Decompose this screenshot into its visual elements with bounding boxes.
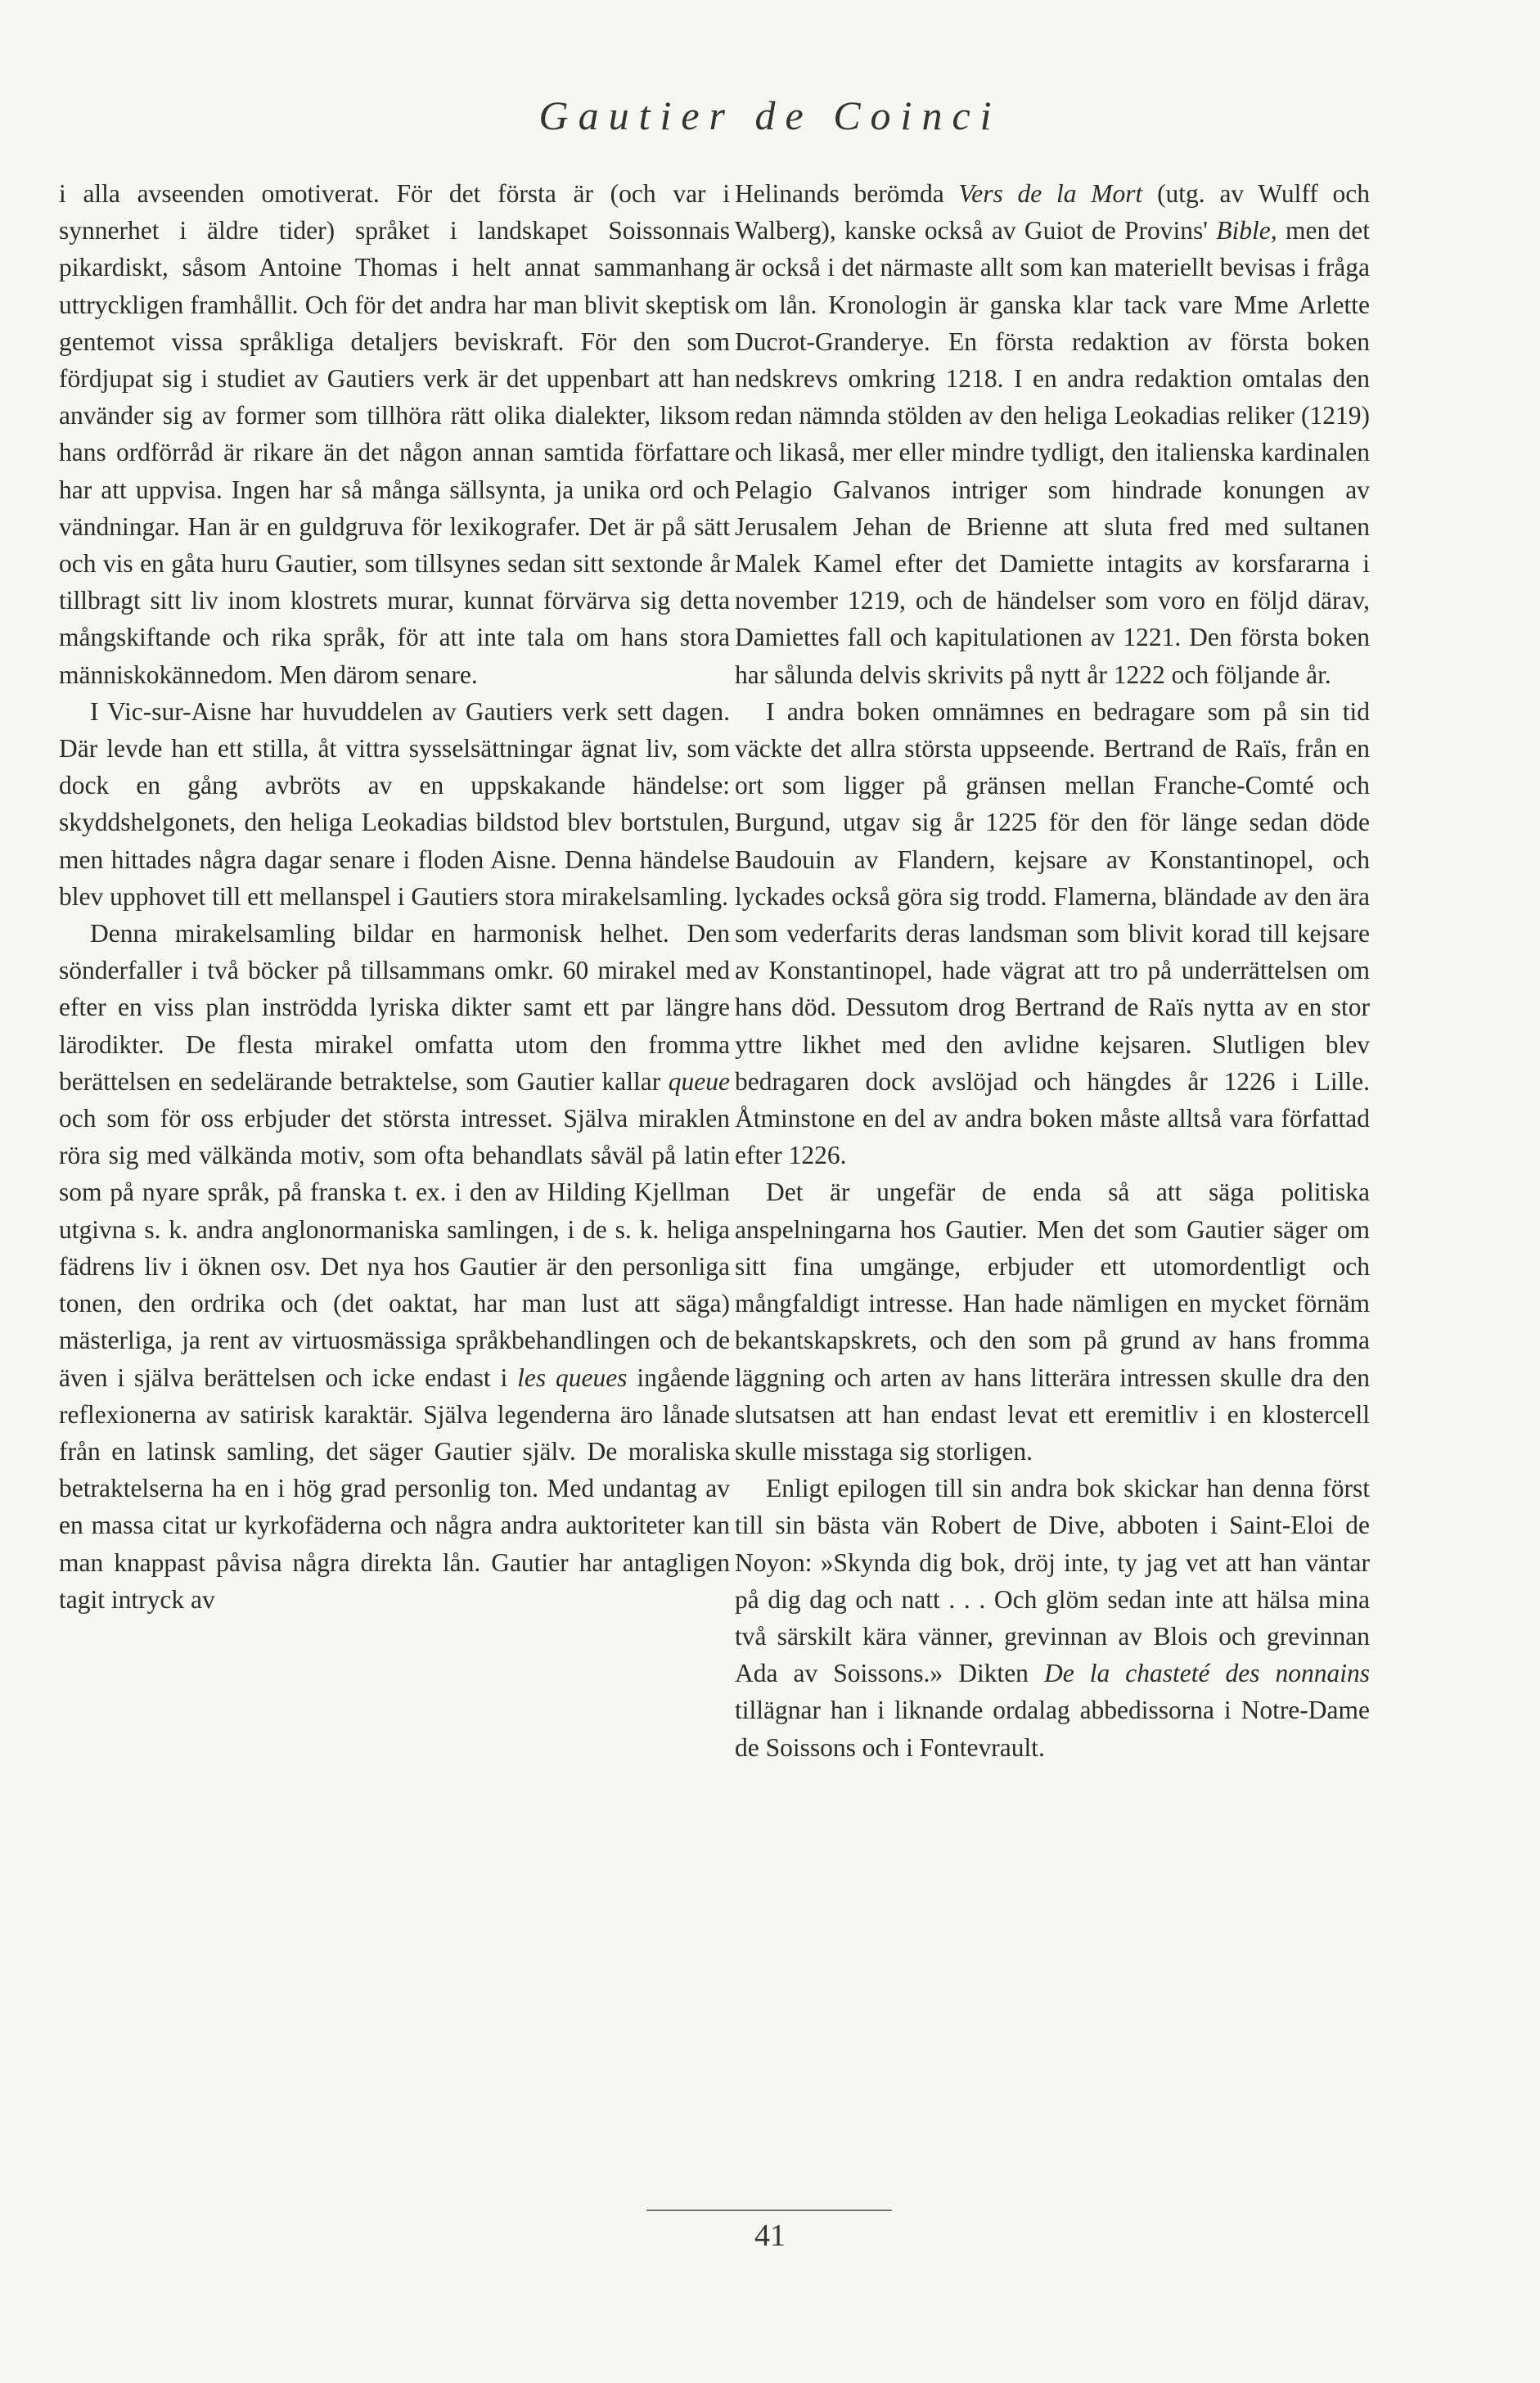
- running-title: Gautier de Coinci: [538, 92, 1002, 138]
- paragraph: [735, 1470, 1370, 1766]
- text-run: och som för oss erbjuder det största intresset. Själva miraklen röra sig med välkända motiv, som ofta behandlats såväl på latin som på nyare språk, på franska t. ex. i den av Hilding Kjellman utgivna s. k. andra anglonormaniska samlingen, i de s. k. heliga fädrens liv i öknen osv. Det nya hos Gautier är den personliga tonen, den ordrika och (det oaktat, har man lust att säga) mästerliga, ja rent av virtuosmässiga språkbehandlingen och de även i själva berättelsen och icke endast i: [59, 1104, 730, 1392]
- page-number: 41: [754, 2219, 786, 2253]
- paragraph: Det är ungefär de enda så att säga politiska anspelningarna hos Gautier. Men det som Gautier säger om sitt fina umgänge, erbjuder ett utomordentligt och mångfaldigt intresse. Han hade nämligen en mycket förnäm bekantskapskrets, och den som på grund av hans fromma läggning och arten av hans litterära intressen skulle dra den slutsatsen att han endast levat ett eremitliv i en klostercell skulle misstaga sig storligen.: [735, 1178, 1370, 1466]
- paragraph: [735, 175, 1370, 693]
- paragraph: I andra boken omnämnes en bedragare som på sin tid väckte det allra största uppseende. Bertrand de Raïs, från en ort som ligger på gränsen mellan Franche-Comté och Burgund, utgav sig år 1225 för den för länge sedan döde Baudouin av Flandern, kejsare av Konstantinopel, och lyckades också göra sig trodd. Flamerna, bländade av den ära som vederfarits deras landsman som blivit korad till kejsare av Konstantinopel, hade vägrat att tro på underrättelsen om hans död. Dessutom drog Bertrand de Raïs nytta av en stor yttre likhet med den avlidne kejsaren. Slutligen blev bedragaren dock avslöjad och hängdes år 1226 i Lille. Åtminstone en del av andra boken måste alltså vara författad efter 1226.: [735, 696, 1370, 1170]
- paragraph: i alla avseenden omotiverat. För det första är (och var i synnerhet i äldre tider) språket i landskapet Soissonnais pikardiskt, såsom Antoine Thomas i helt annat sammanhang uttryckligen framhållit. Och för det andra har man blivit skeptisk gentemot vissa språkliga detaljers beviskraft. För den som fördjupat sig i studiet av Gautiers verk är det uppenbart att han använder sig av former som tillhöra rätt olika dialekter, liksom hans ordförråd är rikare än det någon annan samtida författare har att uppvisa. Ingen har så många sällsynta, ja unika ord och vändningar. Han är en guldgruva för lexikografer. Det är på sätt och vis en gåta huru Gautier, som tillsynes sedan sitt sextonde år tillbragt sitt liv inom klostrets murar, kunnat förvärva sig detta mångskiftande och rika språk, för att inte tala om hans stora människokännedom. Men därom senare.: [59, 179, 730, 689]
- text-run: Helinands berömda: [735, 179, 944, 208]
- text-run: (utg. av Wulff och Walberg), kanske också av Guiot de Provins': [735, 179, 1371, 246]
- text-run: men det är också i det närmaste allt som kan materiellt bevisas i fråga om lån. Kronologin är ganska klar tack vare Mme Arlette Ducrot-Granderye. En första redaktion av första boken nedskrevs omkring 1218. I en andra redaktion omtalas den redan nämnda stölden av den heliga Leokadias reliker (1219) och likaså, mer eller mindre tydligt, den italienska kardinalen Pelagio Galvanos intriger som hindrade konungen av Jerusalem Jehan de Brienne att sluta fred med sultanen Malek Kamel efter det Damiette intagits av korsfararna i november 1219, och de händelser som voro en följd därav, Damiettes fall och kapitulationen av 1221. Den första boken har sålunda delvis skrivits på nytt år 1222 och följande år.: [735, 216, 1371, 689]
- text-run: Enligt epilogen till sin andra bok skickar han denna först till sin bästa vän Robert de Dive, abboten i Saint-Eloi de Noyon: »Skynda dig bok, dröj inte, ty jag vet att han väntar på dig dag och natt . . . Och glöm sedan inte att hälsa mina två särskilt kära vänner, grevinnan av Blois och grevinnan Ada av Soissons.» Dikten: [735, 1474, 1370, 1688]
- folio-rule: [646, 2210, 892, 2211]
- italic-term: les queues: [517, 1363, 628, 1392]
- right-column: [735, 175, 1370, 1766]
- italic-term: queue: [668, 1066, 731, 1096]
- text-run: Denna mirakelsamling bildar en harmonisk helhet. Den sönderfaller i två böcker på tillsammans omkr. 60 mirakel med efter en viss plan inströdda lyriska dikter samt ett par längre lärodikter. De flesta mirakel omfatta utom den fromma berättelsen en sedelärande betraktelse, som Gautier kallar: [59, 919, 730, 1096]
- text-run: ingående reflexionerna av satirisk karaktär. Själva legenderna äro lånade från en latinsk samling, det säger Gautier själv. De moraliska betraktelserna ha en i hög grad personlig ton. Med undantag av en massa citat ur kyrkofäderna och några andra auktoriteter kan man knappast påvisa några direkta lån. Gautier har antagligen tagit intryck av: [59, 1363, 731, 1614]
- text-run: tillägnar han i liknande ordalag abbedissorna i Notre-Dame de Soissons och i Fontevrault.: [735, 1696, 1370, 1762]
- left-column: [59, 175, 730, 1618]
- italic-title: De la chasteté des nonnains: [1043, 1659, 1370, 1688]
- paragraph: [59, 915, 730, 1618]
- paragraph: I Vic-sur-Aisne har huvuddelen av Gautiers verk sett dagen. Där levde han ett stilla, åt vittra sysselsättningar ägnat liv, som dock en gång avbröts av en uppskakande händelse: skyddshelgonets, den heliga Leokadias bildstod blev bortstulen, men hittades några dagar senare i floden Aisne. Denna händelse blev upphovet till ett mellanspel i Gautiers stora mirakelsamling.: [59, 696, 730, 911]
- italic-title: Bible,: [1216, 216, 1277, 246]
- italic-title: Vers de la Mort: [958, 179, 1143, 208]
